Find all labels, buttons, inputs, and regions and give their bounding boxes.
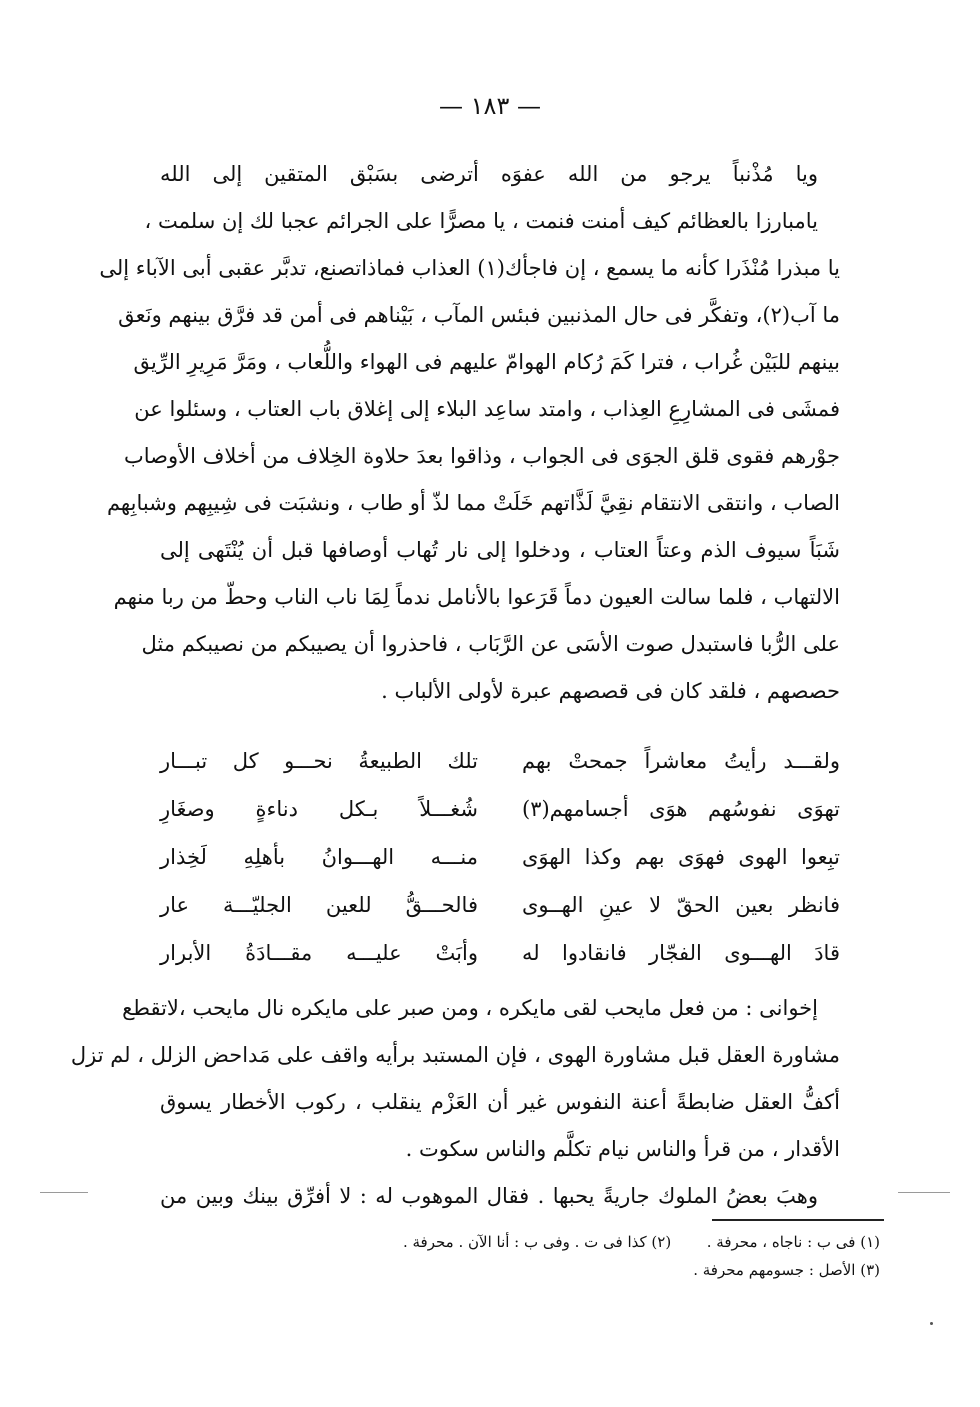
text-line: جوْرهم فقوى قلق الجوَى فى الجواب ، وذاقوا بعدَ حلاوة الخِلاف من أخلاف الأوصاب xyxy=(124,444,840,468)
poem-hemistich-first: قادَ الهـــوى الفجّار فانقادوا له xyxy=(522,941,840,965)
text-line: يا مبذرا مُنْذَرا كأنه ما يسمع ، إن فاجأك(١) العذاب فماذاتصنع، تدبَّر عقبى أبى الآباء إلى xyxy=(99,256,840,280)
prose-block-top xyxy=(99,151,840,715)
poem-verse xyxy=(160,881,840,929)
footnote-2: (٢) كذا فى ت . وفى ب : أنا الآن . محرفة . xyxy=(402,1233,672,1251)
poem-hemistich-first: ولقـــد رأيتُ معاشراً جمحتْ بهم xyxy=(522,749,840,773)
page-number: — ١٨٣ — xyxy=(439,92,541,120)
poem-verse xyxy=(160,929,840,977)
footnote-3: (٣) الأصل : جسومهم محرفة . xyxy=(693,1261,880,1279)
text-line: وهبَ بعضُ الملوك جاريةً يحبها . فقال الموهوب له : لا أفرِّق بينك وبين من xyxy=(160,1184,818,1208)
poem-hemistich-second: تلك الطبيعةُ نحـــو كل تبـــار xyxy=(160,749,478,773)
poem xyxy=(160,737,840,977)
opening-verse-line: ويا مُذْنباً يرجو من الله عفوَه أترضى بسَبْق المتقين إلى الله xyxy=(160,162,818,186)
text-line: على الرُّبا فاستبدل صوت الأسَى عن الرَّبَاب ، فاحذروا أن يصيبكم من نصيبكم مثل xyxy=(141,632,840,656)
footnote-rule xyxy=(712,1219,884,1221)
text-line: شَبَاً سيوف الذم وعتاً العتاب ، ودخلوا إلى نار تُهاب أوصافها قبل أن يُنْتَهى إلى xyxy=(160,538,840,562)
text-line: مشاورة العقل قبل مشاورة الهوى ، فإن المستبد برأيه واقف على مَداحض الزلل ، لم تزل xyxy=(70,1043,840,1067)
footnote-row xyxy=(240,1256,880,1284)
prose-block-bottom xyxy=(70,985,840,1220)
poem-hemistich-second: فالحـــقُّ للعين الجليّـــة عار xyxy=(160,893,478,917)
text-line: الصاب ، وانتقى الانتقام نقِيَّ لَذَّاتهم خَلَتْ مما لذّ أو طاب ، ونشبَت فى شِيبِهم وشبابِهم xyxy=(106,491,840,515)
poem-verse xyxy=(160,833,840,881)
poem-hemistich-first: تبِعوا الهوى فهوَى بهم وكذا الهوَى xyxy=(522,845,840,869)
margin-mark xyxy=(898,1192,950,1193)
text-line: فمشَى فى المشارِعِ العِذاب ، وامتد ساعِد البلاء إلى إغلاق باب العتاب ، وسئلوا عن xyxy=(134,397,840,421)
poem-verse xyxy=(160,785,840,833)
margin-dot xyxy=(930,1322,933,1325)
text-line: ما آب(٢)، وتفكَّر فى حال المذنبين فبئس المآب ، بَيْناهم فى أمن قد فرَّق بينهم ونَعق xyxy=(118,303,840,327)
text-line: حصصهم ، فلقد كان فى قصصهم عبرة لأولى الألباب . xyxy=(381,679,840,703)
margin-mark xyxy=(40,1192,88,1193)
poem-hemistich-first: تهوَى نفوسُهم هوَى أجسامهم(٣) xyxy=(522,797,840,821)
poem-verse xyxy=(160,737,840,785)
poem-hemistich-first: فانظر بعين الحقّ لا عينِ الهــوى xyxy=(522,893,840,917)
footnote-1: (١) فى ب : ناجاه ، محرفة . xyxy=(706,1233,880,1251)
text-line: يامبارزا بالعظائم كيف أمنت فنمت ، يا مصرًّا على الجرائم عجبا لك إن سلمت ، xyxy=(144,209,818,233)
poem-hemistich-second: شُغـــلاً بـكل دناءةٍ وصغَارِ xyxy=(160,797,478,821)
poem-hemistich-second: وأبَتْ عليـــه مقـــادَةُ الأبرار xyxy=(160,941,478,965)
footnote-row xyxy=(240,1228,880,1256)
footnotes xyxy=(240,1228,880,1284)
text-line: إخوانى : من فعل مايحب لقى مايكره ، ومن صبر على مايكره نال مايحب ،لاتقطع xyxy=(122,996,818,1020)
text-line: الأقدار ، من قرأ والناس نيام تكلَّم والناس سكوت . xyxy=(405,1137,840,1161)
text-line: أكفُّ العقل ضابطةً أعنة النفوس غير أن العَزْم ينقلب ، ركوب الأخطار يسوق xyxy=(160,1090,840,1114)
text-line: الالتهاب ، فلما سالت العيون دماً قَرَعوا بالأنامل ندماً لِمَا ناب الناب وحطّ من ربا منهم xyxy=(113,585,840,609)
text-line: بينهم للبَيْن غُراب ، فترا كَمَ رُكام الهوامّ عليهم فى الهواء واللُّعاب ، ومَرَّ مَرِيرِ الرِّيق xyxy=(133,350,840,374)
poem-hemistich-second: منـــه الهـــوانُ بأهلِهِ لَخِذار xyxy=(160,845,478,869)
